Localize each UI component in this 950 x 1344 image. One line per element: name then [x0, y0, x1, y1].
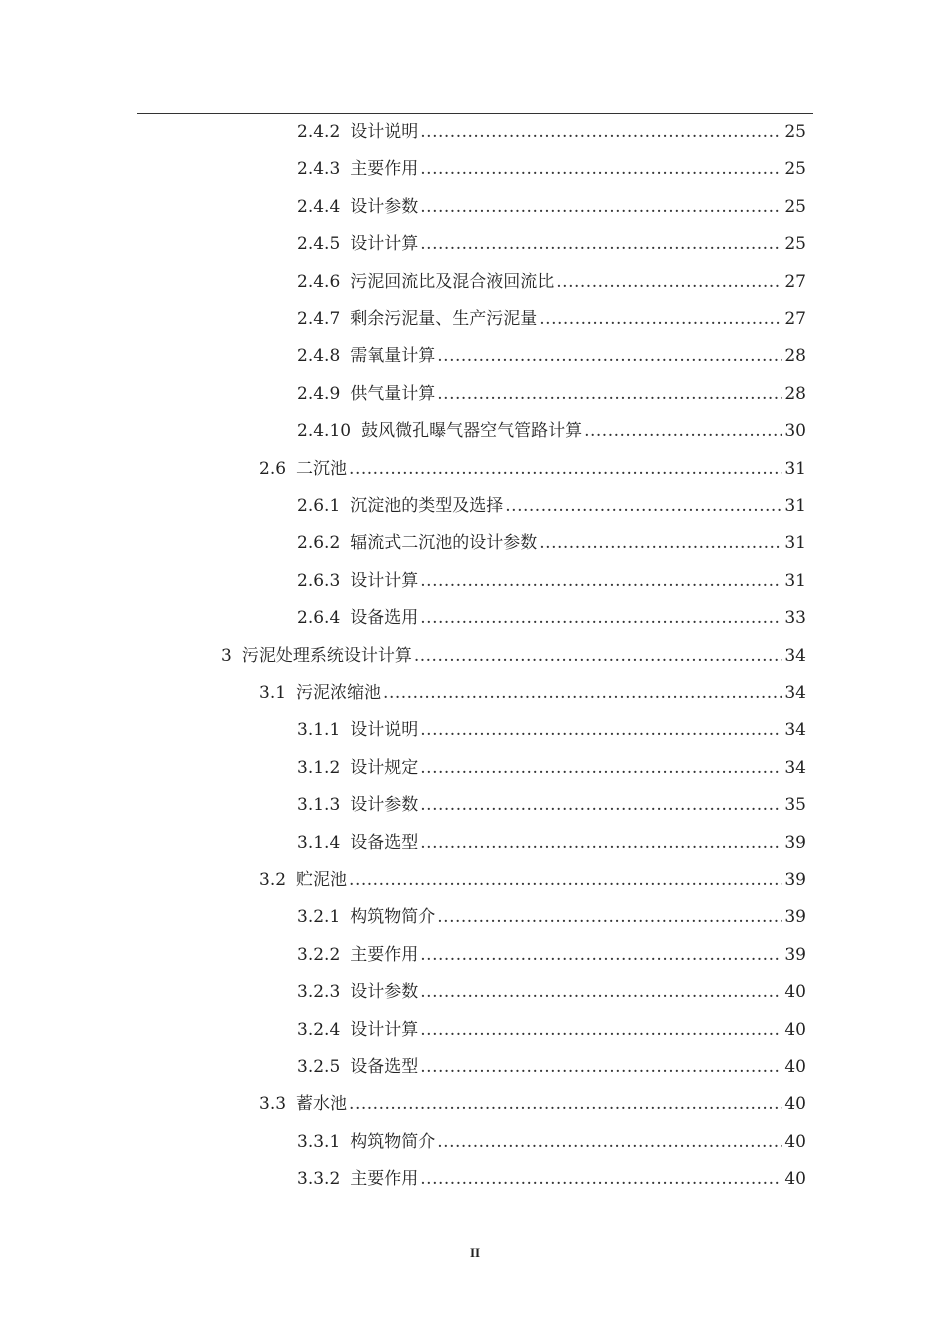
toc-entry-title: 主要作用 [350, 159, 419, 180]
toc-entry-title: 二沉池 [296, 458, 348, 479]
toc-entry[interactable] [259, 1086, 806, 1122]
toc-dot-leader [420, 937, 782, 973]
toc-entry-page: 40 [784, 1057, 806, 1077]
toc-entry-number: 2.6.1 [297, 496, 341, 516]
toc-entry[interactable] [259, 675, 806, 711]
toc-dot-leader [414, 638, 783, 674]
toc-dot-leader [420, 189, 782, 225]
toc-entry-title: 构筑物简介 [350, 907, 436, 928]
toc-entry-page: 28 [784, 383, 806, 404]
toc-dot-leader [420, 600, 782, 636]
toc-entry-number: 3.3.2 [297, 1169, 341, 1190]
toc-entry-title: 主要作用 [350, 1169, 419, 1190]
toc-entry-title: 剩余污泥量、生产污泥量 [350, 309, 538, 329]
toc-entry-page: 39 [784, 832, 806, 853]
toc-entry-page: 27 [784, 271, 806, 292]
toc-entry-title: 辐流式二沉池的设计参数 [350, 533, 538, 554]
toc-dot-leader [349, 451, 782, 487]
toc-entry-page: 33 [784, 608, 806, 629]
toc-dot-leader [437, 376, 782, 412]
toc-entry-page: 28 [784, 346, 806, 367]
toc-entry-page: 27 [784, 309, 806, 329]
toc-entry-number: 2.6.3 [297, 570, 341, 591]
toc-entry-number: 2.4.5 [297, 234, 341, 255]
toc-entry-title: 供气量计算 [350, 383, 436, 404]
toc-entry[interactable] [297, 974, 806, 1010]
toc-dot-leader [437, 1124, 782, 1160]
toc-entry[interactable] [297, 1049, 806, 1085]
toc-entry-title: 污泥回流比及混合液回流比 [350, 271, 555, 292]
toc-entry[interactable] [221, 638, 806, 674]
toc-entry-number: 3 [221, 645, 232, 666]
toc-entry[interactable] [297, 787, 806, 823]
toc-entry-title: 设备选用 [350, 608, 419, 629]
toc-entry-number: 3.2.5 [297, 1057, 341, 1077]
toc-entry[interactable] [297, 1012, 806, 1048]
toc-entry-page: 35 [784, 795, 806, 816]
toc-entry-number: 3.1.1 [297, 720, 341, 741]
toc-dot-leader [420, 750, 782, 786]
toc-entry[interactable] [297, 937, 806, 973]
page-number: II [469, 1245, 481, 1260]
toc-dot-leader [420, 712, 782, 748]
toc-entry-title: 沉淀池的类型及选择 [350, 496, 504, 516]
toc-entry-number: 2.4.4 [297, 196, 341, 217]
toc-entry[interactable] [297, 899, 806, 935]
toc-dot-leader [420, 1161, 782, 1197]
toc-entry-number: 3.1.2 [297, 757, 341, 778]
toc-entry[interactable] [297, 226, 806, 262]
toc-entry-title: 设计参数 [350, 795, 419, 816]
toc-entry-title: 污泥处理系统设计计算 [241, 645, 412, 666]
toc-entry[interactable] [297, 825, 806, 861]
toc-entry-number: 3.1.4 [297, 832, 341, 853]
toc-entry-number: 2.4.7 [297, 309, 341, 329]
toc-dot-leader [383, 675, 782, 711]
toc-entry-number: 3.1.3 [297, 795, 341, 816]
toc-entry[interactable] [259, 451, 806, 487]
toc-entry-title: 设计说明 [350, 720, 419, 741]
toc-entry-number: 3.2.1 [297, 907, 341, 928]
toc-entry-page: 25 [784, 234, 806, 255]
toc-entry-page: 40 [784, 1019, 806, 1040]
toc-entry-title: 设备选型 [350, 832, 419, 853]
toc-entry[interactable] [259, 862, 806, 898]
toc-entry-number: 3.2.4 [297, 1019, 341, 1040]
toc-entry-page: 30 [784, 421, 806, 442]
toc-dot-leader [420, 226, 782, 262]
toc-entry-page: 31 [784, 496, 806, 516]
toc-entry[interactable] [297, 1161, 806, 1197]
toc-entry-page: 25 [784, 159, 806, 180]
toc-entry-number: 2.6 [259, 458, 287, 479]
toc-entry-page: 40 [784, 1131, 806, 1152]
toc-entry-number: 2.6.4 [297, 608, 341, 629]
toc-entry[interactable] [297, 413, 806, 449]
toc-entry-title: 设备选型 [350, 1057, 419, 1077]
toc-dot-leader [420, 563, 782, 599]
toc-entry-page: 39 [784, 944, 806, 965]
toc-entry-title: 构筑物简介 [350, 1131, 436, 1152]
toc-dot-leader [420, 114, 782, 150]
toc-entry-title: 设计参数 [350, 196, 419, 217]
toc-entry[interactable] [297, 1124, 806, 1160]
toc-entry-page: 31 [784, 533, 806, 554]
toc-entry-title: 设计计算 [350, 234, 419, 255]
toc-entry[interactable] [297, 301, 806, 337]
toc-entry-page: 40 [784, 1169, 806, 1190]
toc-entry-page: 39 [784, 870, 806, 890]
toc-entry-page: 34 [784, 757, 806, 778]
toc-entry-number: 3.3.1 [297, 1131, 341, 1152]
toc-entry[interactable] [297, 750, 806, 786]
toc-entry-page: 25 [784, 196, 806, 217]
toc-entry-title: 蓄水池 [296, 1094, 348, 1115]
toc-entry-page: 25 [784, 122, 806, 142]
toc-dot-leader [349, 862, 782, 898]
toc-entry-number: 2.4.2 [297, 122, 341, 142]
toc-entry-page: 34 [784, 720, 806, 741]
toc-dot-leader [539, 301, 782, 337]
toc-entry-title: 设计计算 [350, 570, 419, 591]
toc-entry[interactable] [297, 563, 806, 599]
toc-entry-title: 贮泥池 [296, 870, 348, 890]
toc-entry-page: 40 [784, 982, 806, 1003]
toc-entry[interactable] [297, 114, 806, 150]
toc-dot-leader [505, 488, 782, 524]
toc-entry-page: 40 [784, 1094, 806, 1115]
toc-entry-number: 2.4.6 [297, 271, 341, 292]
toc-entry-number: 2.6.2 [297, 533, 341, 554]
toc-dot-leader [420, 151, 782, 187]
toc-entry-number: 2.4.10 [297, 421, 352, 442]
toc-entry-number: 2.4.8 [297, 346, 341, 367]
toc-dot-leader [584, 413, 782, 449]
toc-entry-page: 31 [784, 458, 806, 479]
toc-entry-title: 设计说明 [350, 122, 419, 142]
toc-dot-leader [420, 1049, 782, 1085]
toc-dot-leader [556, 264, 782, 300]
toc-dot-leader [349, 1086, 782, 1122]
toc-entry[interactable] [297, 600, 806, 636]
toc-dot-leader [420, 825, 782, 861]
toc-entry[interactable] [297, 712, 806, 748]
toc-entry[interactable] [297, 151, 806, 187]
toc-entry-number: 3.2.2 [297, 944, 341, 965]
toc-entry-title: 设计规定 [350, 757, 419, 778]
toc-entry-title: 设计参数 [350, 982, 419, 1003]
toc-dot-leader [420, 1012, 782, 1048]
toc-entry-title: 需氧量计算 [350, 346, 436, 367]
toc-entry-title: 设计计算 [350, 1019, 419, 1040]
toc-entry-number: 2.4.9 [297, 383, 341, 404]
toc-entry-number: 3.2 [259, 870, 287, 890]
toc-dot-leader [420, 787, 782, 823]
toc-entry-title: 污泥浓缩池 [296, 683, 382, 703]
toc-dot-leader [437, 338, 782, 374]
toc-entry-title: 鼓风微孔曝气器空气管路计算 [361, 421, 583, 442]
toc-entry-number: 3.2.3 [297, 982, 341, 1003]
toc-entry[interactable] [297, 488, 806, 524]
toc-entry-number: 3.3 [259, 1094, 287, 1115]
toc-entry[interactable] [297, 376, 806, 412]
toc-entry[interactable] [297, 338, 806, 374]
toc-entry[interactable] [297, 525, 806, 561]
toc-entry-page: 39 [784, 907, 806, 928]
toc-entry[interactable] [297, 189, 806, 225]
toc-dot-leader [539, 525, 782, 561]
toc-entry-page: 31 [784, 570, 806, 591]
toc-entry-number: 3.1 [259, 683, 287, 703]
toc-dot-leader [420, 974, 782, 1010]
toc-entry-page: 34 [784, 683, 806, 703]
toc-entry-title: 主要作用 [350, 944, 419, 965]
toc-dot-leader [437, 899, 782, 935]
toc-entry-page: 34 [784, 645, 806, 666]
toc-entry[interactable] [297, 264, 806, 300]
toc-entry-number: 2.4.3 [297, 159, 341, 180]
